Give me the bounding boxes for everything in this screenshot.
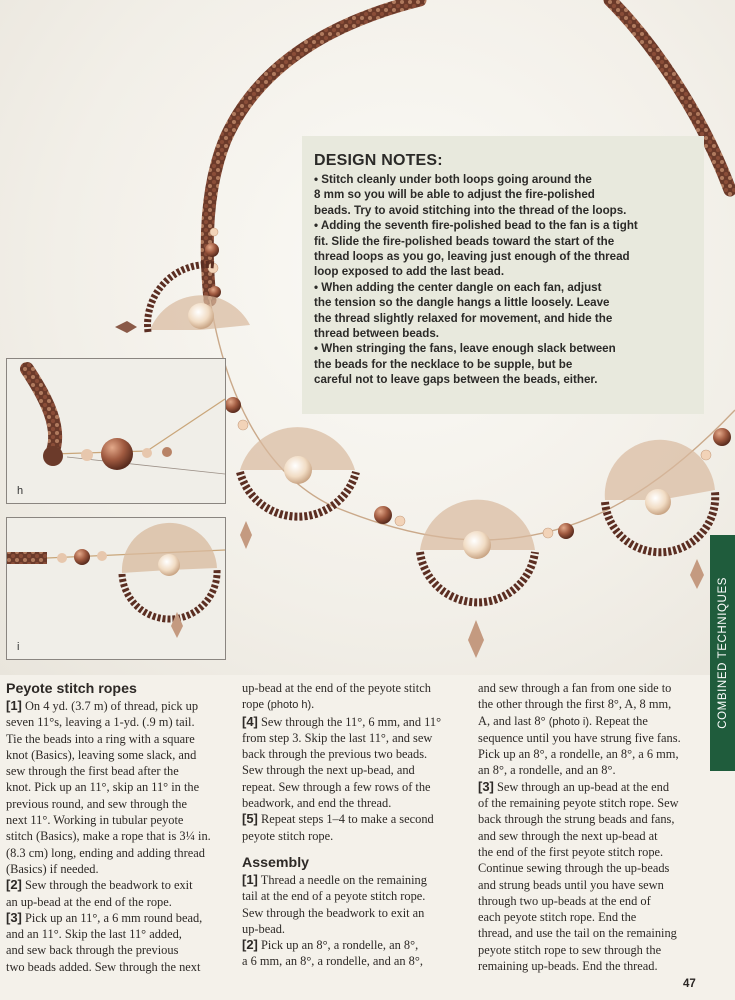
step-5-paragraph xyxy=(242,811,464,827)
design-note-line: thread loops as you go, leaving just enough of the thread xyxy=(314,250,630,264)
text-line: Pick up an 11°, a 6 mm round bead, xyxy=(21,910,203,925)
text-line: a 6 mm, an 8°, a rondelle, and an 8°, xyxy=(242,954,423,969)
text-fragment: . xyxy=(311,697,315,712)
design-note-line: • Adding the seventh fire-polished bead to the fan is a tight xyxy=(314,219,638,233)
text-fragment: rope xyxy=(242,697,268,712)
text-line: peyote stitch rope. xyxy=(242,828,334,843)
step-1-paragraph xyxy=(6,698,228,714)
text-fragment: A, and last 8° xyxy=(478,713,549,728)
inset-h-label: h xyxy=(17,485,24,497)
section-side-tab xyxy=(710,535,735,771)
text-line: (Basics) if needed. xyxy=(6,861,99,876)
text-line: peyote stitch rope to sew through the xyxy=(478,942,662,957)
inset-h-illustration xyxy=(7,359,225,503)
text-line: of the remaining peyote stitch rope. Sew xyxy=(478,796,679,811)
spacer xyxy=(242,844,464,854)
design-note-line: 8 mm so you will be able to adjust the fire-polished xyxy=(314,188,595,202)
text-line: Sew through the beadwork to exit an xyxy=(242,905,425,920)
text-line: the end of the first peyote stitch rope. xyxy=(478,844,664,859)
text-line: Sew through an up-bead at the end xyxy=(493,779,670,794)
assembly-step-1-paragraph xyxy=(242,872,464,888)
text-line: (8.3 cm) long, ending and adding thread xyxy=(6,845,205,860)
text-line: tail at the end of a peyote stitch rope. xyxy=(242,889,426,904)
text-line: each peyote stitch rope. End the xyxy=(478,910,637,925)
text-column-1 xyxy=(6,680,228,975)
text-line: up-bead at the end of the peyote stitch xyxy=(242,681,431,695)
photo-i-reference: (photo i) xyxy=(548,715,590,728)
text-line: and sew through a fan from one side to xyxy=(478,681,672,695)
text-line: seven 11°s, leaving a 1-yd. (.9 m) tail. xyxy=(6,715,195,730)
step-number: [3] xyxy=(478,778,494,794)
design-notes-box xyxy=(302,136,704,414)
text-line: Pick up an 8°, a rondelle, an 8°, a 6 mm, xyxy=(478,747,679,762)
text-line: and strung beads until you have sewn xyxy=(478,877,664,892)
inset-photo-h xyxy=(6,358,226,504)
step-number: [4] xyxy=(242,713,258,729)
text-line: from step 3. Skip the last 11°, and sew xyxy=(242,730,433,745)
text-line: Pick up an 8°, a rondelle, an 8°, xyxy=(257,938,419,953)
design-notes-title: DESIGN NOTES: xyxy=(314,152,443,169)
design-note-line: • Stitch cleanly under both loops going around the xyxy=(314,173,592,186)
text-line: beadwork, and end the thread. xyxy=(242,796,392,811)
text-line: Tie the beads into a ring with a square xyxy=(6,731,195,746)
step-4-paragraph xyxy=(242,714,464,730)
step-number: [5] xyxy=(242,811,258,827)
text-line: previous round, and sew through the xyxy=(6,796,188,811)
design-note-line: the tension so the dangle hangs a little loosely. Leave xyxy=(314,296,610,310)
assembly-step-2-paragraph xyxy=(242,937,464,953)
design-note-line: • When adding the center dangle on each fan, adjust xyxy=(314,280,602,294)
text-line: an up-bead at the end of the rope. xyxy=(6,894,172,909)
design-note-line: thread between beads. xyxy=(314,327,439,341)
text-line: the other through the first 8°, A, 8 mm, xyxy=(478,697,672,712)
text-line: knot. Pick up an 11°, skip an 11° in the xyxy=(6,780,200,795)
text-line: back through the strung beads and fans, xyxy=(478,812,675,827)
section-heading-peyote: Peyote stitch ropes xyxy=(6,681,137,697)
text-line: and sew through the next up-bead at xyxy=(478,828,658,843)
text-line: two beads added. Sew through the next xyxy=(6,959,201,974)
text-line-photo-ref xyxy=(478,713,703,730)
text-line: sequence until you have strung five fans. xyxy=(478,730,681,745)
text-line: knot (Basics), leaving some slack, and xyxy=(6,747,197,762)
text-fragment: . Repeat the xyxy=(589,713,648,728)
photo-h-reference: (photo h) xyxy=(267,699,312,712)
section-heading-assembly: Assembly xyxy=(242,854,310,871)
inset-i-label: i xyxy=(17,641,20,653)
text-line: through two up-beads at the end of xyxy=(478,893,651,908)
side-tab-label: COMBINED TECHNIQUES xyxy=(716,577,729,729)
text-line: an 8°, a rondelle, and an 8°. xyxy=(478,763,616,778)
text-line: and sew back through the previous xyxy=(6,943,179,958)
design-note-line: fit. Slide the fire-polished beads toward the start of the xyxy=(314,234,615,248)
design-note-line: loop exposed to add the last bead. xyxy=(314,265,505,279)
design-note-line: • When stringing the fans, leave enough slack between xyxy=(314,342,616,356)
text-line: Repeat steps 1–4 to make a second xyxy=(257,812,434,827)
text-line: back through the previous two beads. xyxy=(242,747,428,762)
text-line: thread, and use the tail on the remaining xyxy=(478,926,677,941)
text-line: Sew through the next up-bead, and xyxy=(242,763,415,778)
step-number: [2] xyxy=(242,937,258,953)
step-number: [3] xyxy=(6,909,22,925)
text-line: up-bead. xyxy=(242,921,286,936)
step-number: [2] xyxy=(6,877,22,893)
text-line: next 11°. Working in tubular peyote xyxy=(6,813,184,828)
page-number: 47 xyxy=(683,978,696,990)
text-line: stitch (Basics), make a rope that is 3¼ in. xyxy=(6,829,211,844)
text-column-3 xyxy=(478,680,703,974)
inset-i-illustration xyxy=(7,518,225,659)
text-column-2 xyxy=(242,680,464,970)
text-line: On 4 yd. (3.7 m) of thread, pick up xyxy=(21,699,199,713)
step-number: [1] xyxy=(242,871,258,887)
text-line: Continue sewing through the up-beads xyxy=(478,861,670,876)
inset-photo-i xyxy=(6,517,226,660)
step-number: [1] xyxy=(6,698,22,713)
design-note-line: careful not to leave gaps between the beads, either. xyxy=(314,373,598,387)
text-line: and an 11°. Skip the last 11° added, xyxy=(6,927,182,942)
text-line: repeat. Sew through a few rows of the xyxy=(242,779,431,794)
text-line: sew through the first bead after the xyxy=(6,764,179,779)
text-line: Sew through the 11°, 6 mm, and 11° xyxy=(257,714,442,729)
design-note-line: the thread slightly relaxed for movement, and hide the xyxy=(314,311,613,325)
design-note-line: beads. Try to avoid stitching into the thread of the loops. xyxy=(314,203,627,217)
step-3-paragraph xyxy=(6,910,228,926)
text-line-photo-ref xyxy=(242,696,464,713)
assembly-step-3-paragraph xyxy=(478,779,703,795)
design-note-line: the beads for the necklace to be supple, but be xyxy=(314,357,573,371)
text-line: Sew through the beadwork to exit xyxy=(21,878,193,893)
step-2-paragraph xyxy=(6,877,228,893)
text-line: Thread a needle on the remaining xyxy=(257,872,427,887)
text-line: remaining up-beads. End the thread. xyxy=(478,959,658,974)
